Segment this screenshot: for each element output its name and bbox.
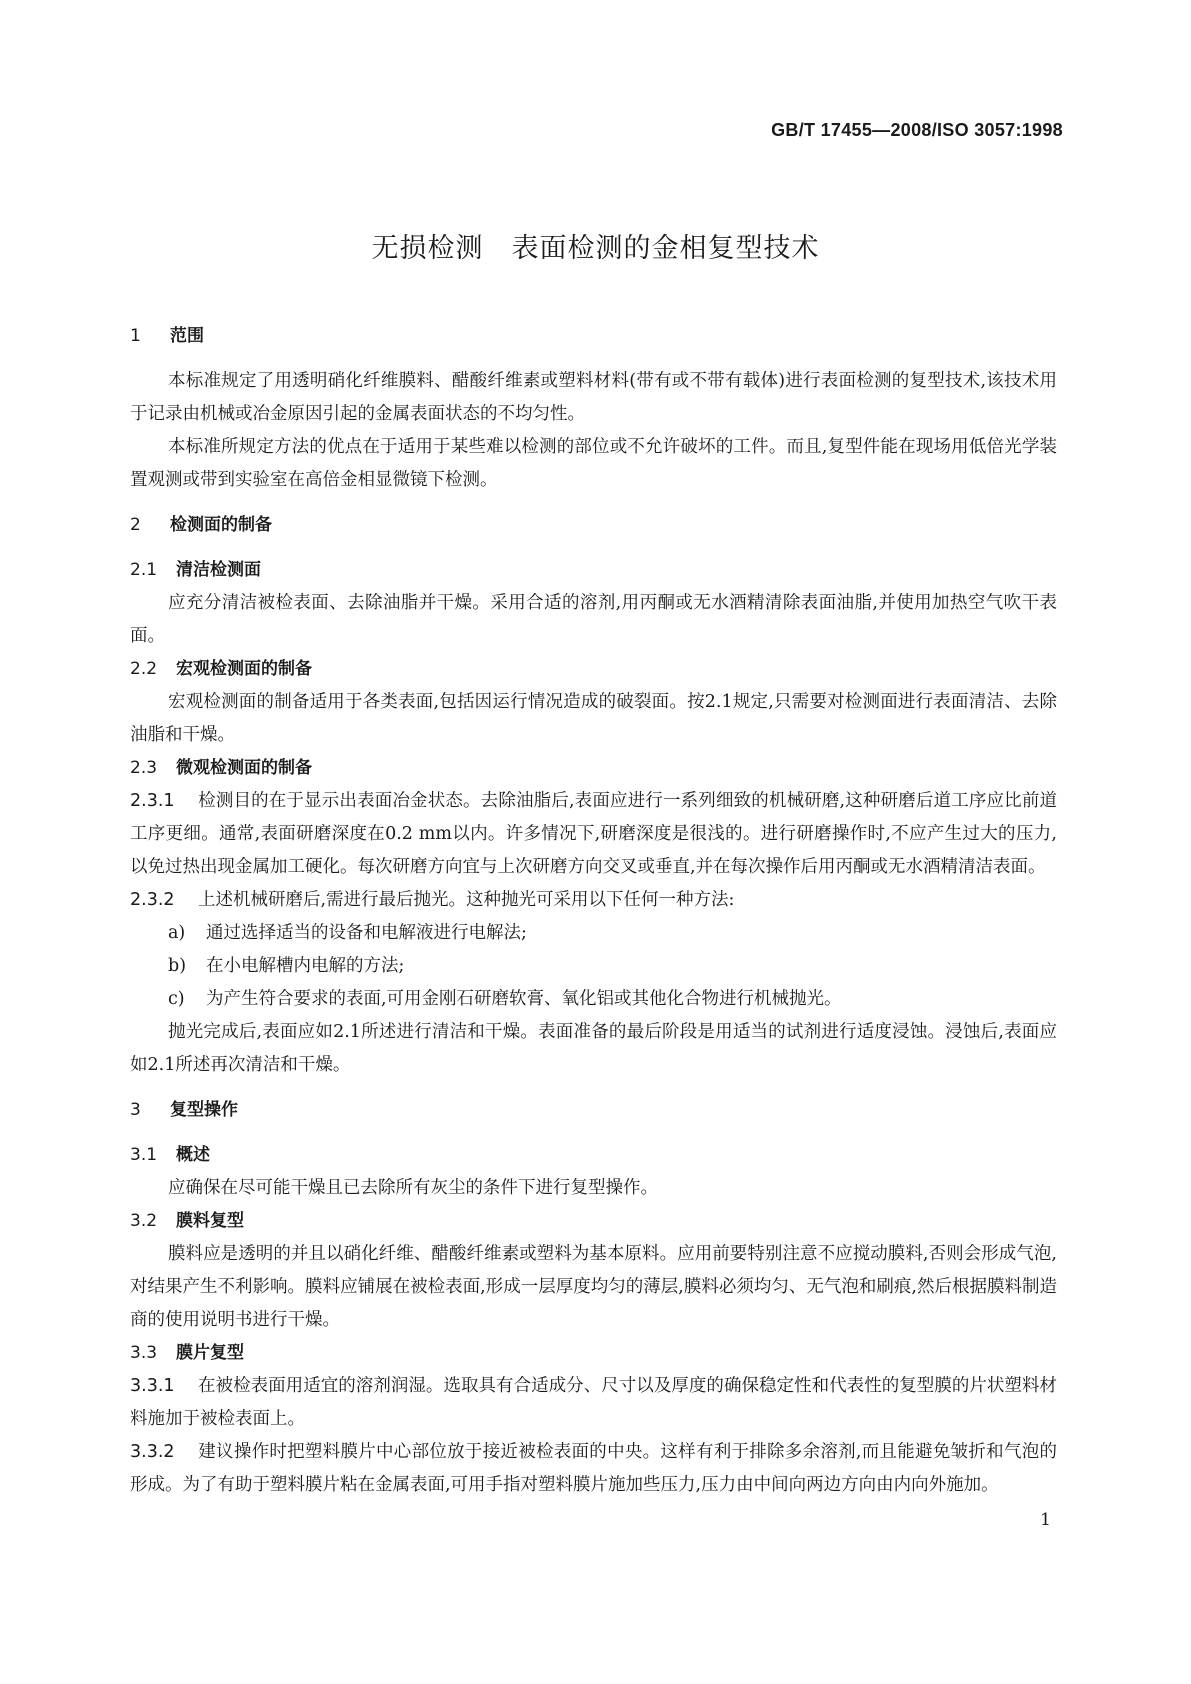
subsection-title: 清洁检测面	[176, 560, 261, 580]
subsection-number: 3.3	[130, 1343, 158, 1363]
subsection-number: 3.2	[130, 1211, 158, 1231]
subsection-number: 3.1	[130, 1145, 158, 1165]
list-item	[168, 917, 1057, 950]
section-1-heading	[130, 320, 1057, 353]
section-number: 3	[130, 1100, 141, 1120]
clause-2-3-2	[130, 884, 1057, 917]
section-3-heading	[130, 1094, 1057, 1127]
document-title: 无损检测 表面检测的金相复型技术	[371, 233, 820, 264]
list-label: a)	[168, 923, 186, 943]
paragraph: 本标准规定了用透明硝化纤维膜料、醋酸纤维素或塑料材料(带有或不带有载体)进行表面检测的复型技术,该技术用于记录由机械或冶金原因引起的金属表面状态的不均匀性。	[130, 371, 1057, 424]
subsection-2-1-heading	[130, 554, 1057, 587]
section-title: 范围	[170, 326, 204, 346]
clause-number: 3.3.2	[130, 1442, 175, 1462]
list-item	[168, 950, 1057, 983]
paragraph: 本标准所规定方法的优点在于适用于某些难以检测的部位或不允许破坏的工件。而且,复型件能在现场用低倍光学装置观测或带到实验室在高倍金相显微镜下检测。	[130, 437, 1057, 490]
list-item	[168, 983, 1057, 1016]
section-title: 复型操作	[170, 1100, 238, 1120]
document-body	[130, 320, 1057, 1502]
section-number: 2	[130, 515, 141, 535]
subsection-title: 微观检测面的制备	[176, 758, 312, 778]
clause-text: 建议操作时把塑料膜片中心部位放于接近被检表面的中央。这样有利于排除多余溶剂,而且能避免皱折和气泡的形成。为了有助于塑料膜片粘在金属表面,可用手指对塑料膜片施加些压力,压力由中间向两边方向由内向外施加。	[130, 1442, 1057, 1495]
subsection-2-2-heading	[130, 653, 1057, 686]
clause-3-3-2	[130, 1436, 1057, 1502]
section-title: 检测面的制备	[170, 515, 272, 535]
method-list	[130, 917, 1057, 1016]
clause-number: 2.3.2	[130, 890, 175, 910]
clause-text: 上述机械研磨后,需进行最后抛光。这种抛光可采用以下任何一种方法:	[198, 890, 735, 910]
list-text: 通过选择适当的设备和电解液进行电解法;	[206, 923, 527, 943]
list-text: 在小电解槽内电解的方法;	[206, 956, 405, 976]
paragraph: 抛光完成后,表面应如2.1所述进行清洁和干燥。表面准备的最后阶段是用适当的试剂进行适度浸蚀。浸蚀后,表面应如2.1所述再次清洁和干燥。	[130, 1022, 1057, 1075]
page-number: 1	[1040, 1510, 1051, 1530]
clause-number: 2.3.1	[130, 791, 175, 811]
subsection-title: 膜片复型	[176, 1343, 244, 1363]
paragraph: 膜料应是透明的并且以硝化纤维、醋酸纤维素或塑料为基本原料。应用前要特别注意不应搅动膜料,否则会形成气泡,对结果产生不利影响。膜料应铺展在被检表面,形成一层厚度均匀的薄层,膜料必须均匀、无气泡和刷痕,然后根据膜料制造商的使用说明书进行干燥。	[130, 1244, 1057, 1330]
paragraph: 宏观检测面的制备适用于各类表面,包括因运行情况造成的破裂面。按2.1规定,只需要对检测面进行表面清洁、去除油脂和干燥。	[130, 692, 1057, 745]
subsection-number: 2.1	[130, 560, 158, 580]
list-text: 为产生符合要求的表面,可用金刚石研磨软膏、氧化铝或其他化合物进行机械抛光。	[206, 989, 842, 1009]
clause-2-3-1	[130, 785, 1057, 884]
subsection-3-1-heading	[130, 1139, 1057, 1172]
standard-code: GB/T 17455—2008/ISO 3057:1998	[771, 120, 1063, 140]
clause-text: 在被检表面用适宜的溶剂润湿。选取具有合适成分、尺寸以及厚度的确保稳定性和代表性的复型膜的片状塑料材料施加于被检表面上。	[130, 1376, 1057, 1429]
subsection-title: 宏观检测面的制备	[176, 659, 312, 679]
clause-number: 3.3.1	[130, 1376, 175, 1396]
section-2-heading	[130, 509, 1057, 542]
clause-3-3-1	[130, 1370, 1057, 1436]
paragraph: 应确保在尽可能干燥且已去除所有灰尘的条件下进行复型操作。	[168, 1178, 658, 1198]
clause-text: 检测目的在于显示出表面冶金状态。去除油脂后,表面应进行一系列细致的机械研磨,这种研磨后道工序应比前道工序更细。通常,表面研磨深度在0.2 mm以内。许多情况下,研磨深度是很浅的。进行研磨操作时,不应产生过大的压力,以免过热出现金属加工硬化。每次研磨方向宜与上次研磨方向交叉或垂直,并在每次操作后用丙酮或无水酒精清洁表面。	[130, 791, 1057, 877]
list-label: c)	[168, 989, 185, 1009]
subsection-title: 膜料复型	[176, 1211, 244, 1231]
section-number: 1	[130, 326, 141, 346]
subsection-number: 2.3	[130, 758, 158, 778]
subsection-number: 2.2	[130, 659, 158, 679]
subsection-title: 概述	[176, 1145, 210, 1165]
list-label: b)	[168, 956, 187, 976]
subsection-2-3-heading	[130, 752, 1057, 785]
subsection-3-3-heading	[130, 1337, 1057, 1370]
paragraph: 应充分清洁被检表面、去除油脂并干燥。采用合适的溶剂,用丙酮或无水酒精清除表面油脂,并使用加热空气吹干表面。	[130, 593, 1057, 646]
subsection-3-2-heading	[130, 1205, 1057, 1238]
